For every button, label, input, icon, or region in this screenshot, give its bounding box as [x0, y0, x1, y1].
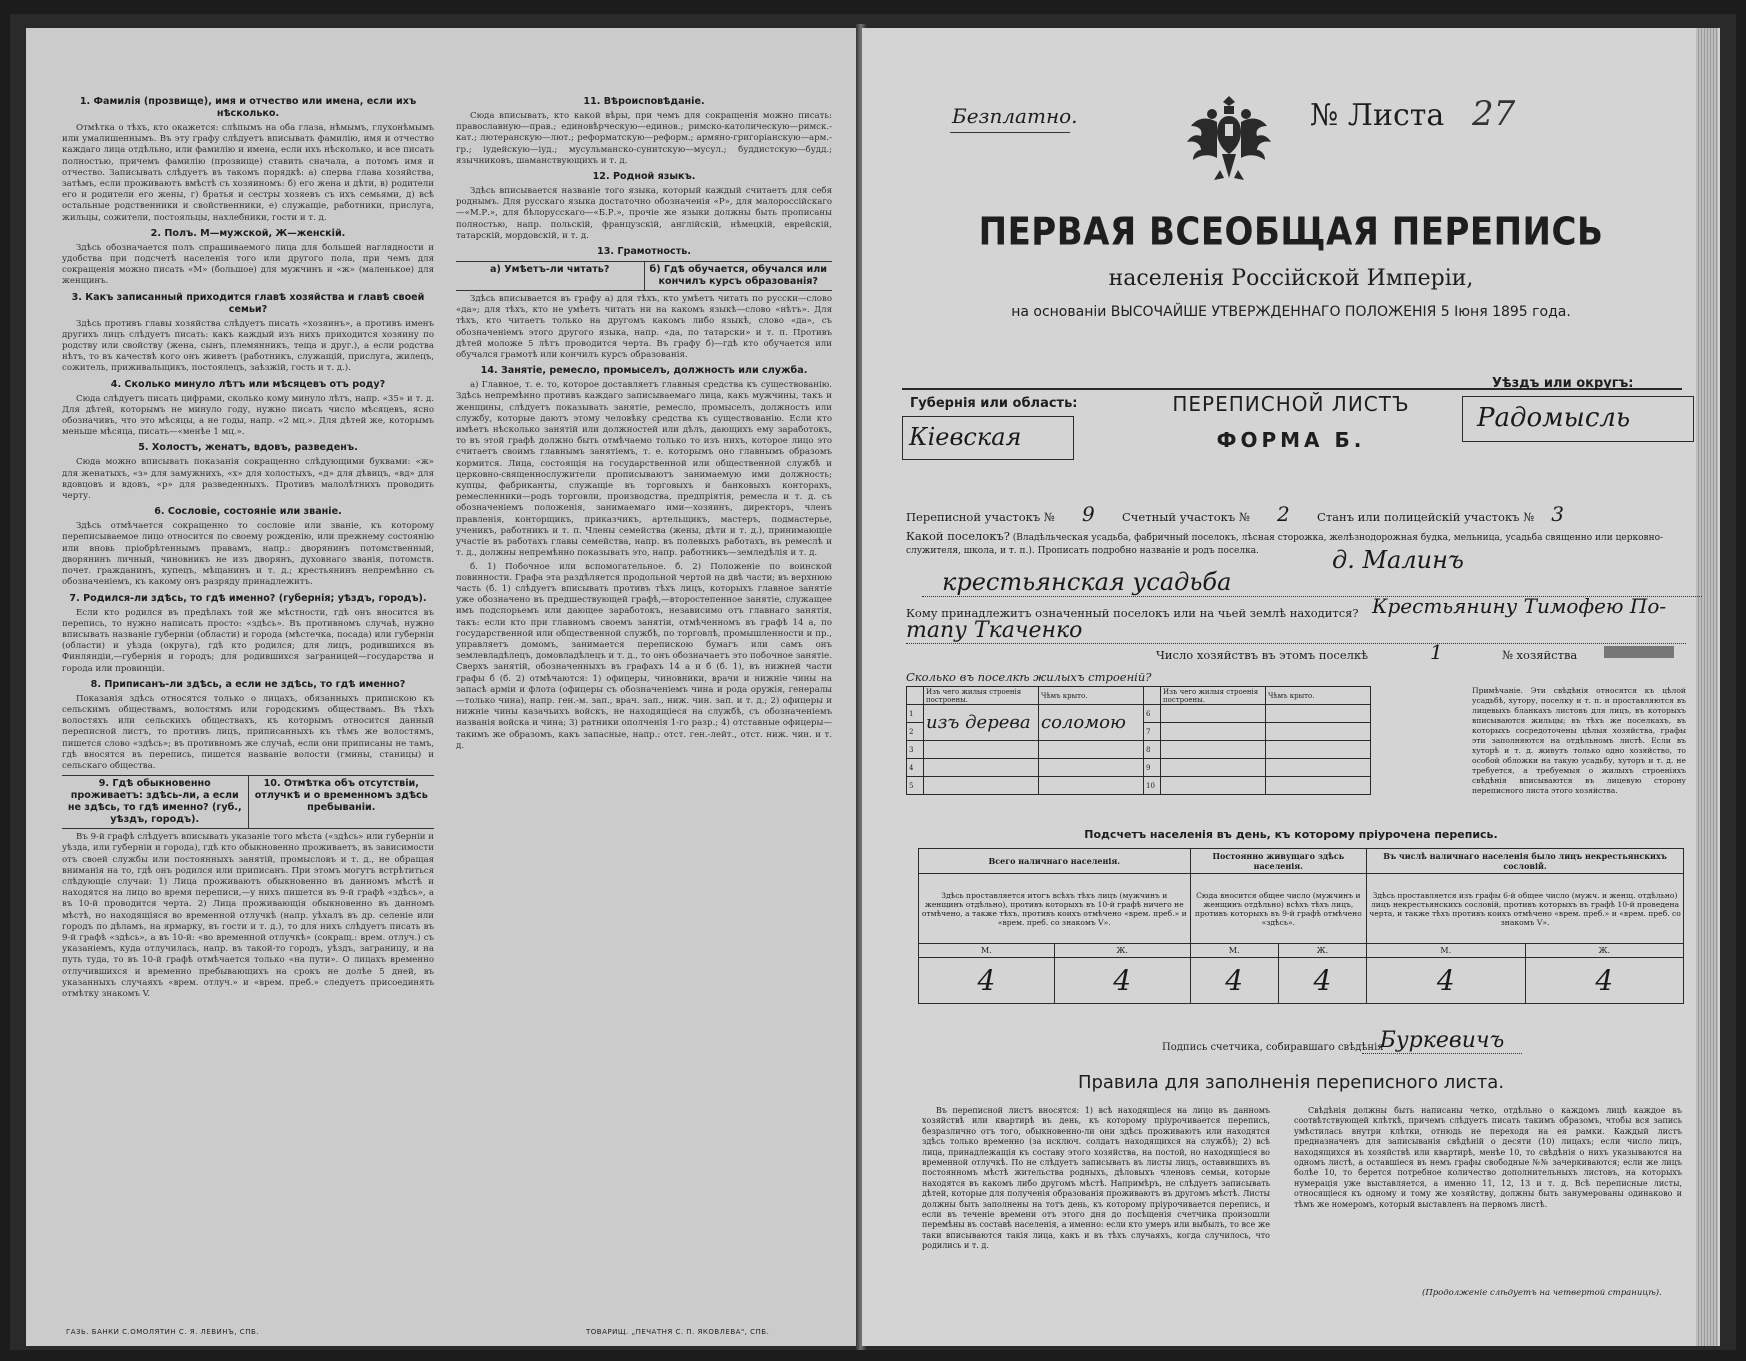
census-title: ПЕРВАЯ ВСЕОБЩАЯ ПЕРЕПИСЬ	[978, 209, 1604, 255]
stan-label: Станъ или полицейскій участокъ №	[1317, 510, 1535, 524]
district-label: Переписной участокъ №	[906, 510, 1055, 524]
uezd-box	[1462, 396, 1694, 442]
instruction-heading: 9. Гдѣ обыкновенно проживаетъ: здѣсь-ли, а если не здѣсь, то гдѣ именно? (губ., уѣздъ, городъ).	[67, 778, 242, 826]
bld-row-num: 5	[907, 777, 924, 795]
pop-desc-nonpeasant: Здѣсь проставляется изъ графы 6-й общее число (мужч. и женщ. отдѣльно) лицъ некрестьянскихъ сословій, противъ которыхъ въ графѣ 10-й проведена черта, и также тѣхъ противъ коихъ отмѣчено «врем. преб.» и «врем. преб. со знакомъ V».	[1367, 874, 1684, 944]
signature-value: Буркевичъ	[1362, 1028, 1522, 1054]
pop-col-permanent: Постоянно живущаго здѣсь населенія.	[1190, 849, 1367, 874]
settlement-value-2: крестьянская усадьба	[922, 568, 1702, 597]
instruction-heading: 11. Вѣроисповѣданіе.	[583, 96, 705, 107]
households-value: 1	[1430, 640, 1443, 664]
instruction-text: Здѣсь вписывается въ графу а) для тѣхъ, кто умѣетъ читать по русски—слово «да»; для тѣхъ, кто не умѣетъ читать ни на какомъ языкѣ—слово «нѣтъ». Для тѣхъ, кто читаетъ только на другомъ какомъ либо языкѣ, слово «да», съ обозначеніемъ этого другого языка, напр. «да, по татарски» и т. п. Противъ дѣтей моложе 5 лѣтъ проводится черта. Въ графу б)—гдѣ кто обучается или обучался грамотѣ или кончилъ курсъ образованія.	[456, 294, 832, 361]
instruction-text: Сюда можно вписывать показанія сокращенно слѣдующими буквами: «ж» для женатыхъ, «з» для замужнихъ, «х» для холостыхъ, «д» для дѣвицъ, «вд» для вдовцовъ и вдовъ, «р» для разведенныхъ. Противъ малолѣтнихъ проводить черту.	[62, 457, 434, 502]
district-value: 9	[1081, 502, 1095, 526]
buildings-table	[906, 686, 1371, 795]
instruction-text: Въ 9-й графѣ слѣдуетъ вписывать указаніе того мѣста («здѣсь» или губерніи и уѣзда, или губерніи и города), гдѣ кто обыкновенно проживаетъ, въ зависимости отъ своей службы или постоянныхъ занятій, промысловъ и т. д., не обращая вниманія на то, гдѣ онъ родился или приписанъ. При этомъ могутъ встрѣтиться слѣдующіе случаи: 1) Лица проживаютъ обыкновенно въ данномъ мѣстѣ и находятся на лицо во время переписи,—у нихъ пишется въ 9-й графѣ «здѣсь», а въ 10-й проводится черта. 2) Лица проживающія обыкновенно въ данномъ мѣстѣ, но находящіяся во временной отлучкѣ (напр. уѣхалъ въ др. селеніе или городъ по дѣламъ, на ярмарку, въ гости и т. д.), то для нихъ слѣдуетъ писать въ 9-й графѣ «здѣсь», а въ 10-й: «во временной отлучкѣ» (сокращ.: врем. отлуч.) съ указаніемъ, куда отлучилась, напр. въ такой-то городъ, уѣздъ, заграницу, и на путь туда, то въ 10-й графѣ отмѣчается только «на пути». О лицахъ временно отлучившихся и временно пребывающихъ на срокъ не долѣе 5 дней, въ указанныхъ случаяхъ «врем. отлуч.» и «врем. преб.» следуетъ присоединять отмѣтку знакомъ V.	[62, 832, 434, 999]
pop-m-label: М.	[1367, 944, 1525, 958]
form-title: ПЕРЕПИСНОЙ ЛИСТЪ	[1172, 392, 1410, 416]
owner-value: Крестьянину Тимофею По-	[1372, 594, 1667, 618]
owner-value-2: тапу Ткаченко	[906, 618, 1686, 644]
instruction-heading: б) Гдѣ обучается, обучался или кончилъ курсъ образованія?	[644, 262, 833, 290]
population-heading: Подсчетъ населенія въ день, къ которому пріурочена перепись.	[1084, 828, 1498, 841]
settlement-block	[906, 530, 1686, 558]
rules-continued: (Продолженіе слѣдуетъ на четвертой страницѣ).	[1422, 1288, 1662, 1298]
double-headed-eagle-icon	[1174, 88, 1284, 198]
split-heading	[456, 261, 832, 291]
buildings-table-wrap	[906, 686, 1371, 795]
instruction-heading: а) Умѣетъ-ли читать?	[490, 264, 610, 276]
printer-footer-left: ГАЗЬ. БАНКИ С.ОМОЛЯТИН С. Я. ЛЕВИНЪ, СПБ.	[66, 1328, 259, 1336]
instruction-text: б. 1) Побочное или вспомогательное. б. 2) Положеніе по воинской повинности. Графа эта раздѣляется продольной чертой на двѣ части; въ верхнюю часть (б. 1) слѣдуетъ вписывать противъ тѣхъ лицъ, которыхъ главное занятіе уже обозначено въ предшествующей графѣ,—второстепенное занятіе, служащее имъ подспорьемъ или дающее заработокъ, независимо отъ главнаго занятія, такъ: если кто при главномъ своемъ занятіи, отмѣченномъ въ графѣ 14 а, по государственной или общественной службѣ, по торговлѣ, промышленности и пр., управляетъ домомъ, занимается перепискою бумагъ или самъ онъ землевладѣлецъ, домовладѣлецъ и т. д., то онъ обозначаетъ это побочное занятіе. Сверхъ занятій, обозначенныхъ въ графахъ 14 а и б (б. 1), въ нижней части графы б (б. 2) отмѣчаются: 1) офицеры, чиновники, врачи и нижніе чины на запасѣ арміи и флота (офицеры съ обозначеніемъ чина и рода оружія, генералы—только чина), напр. ген.-м. зап., врач. зап., ниж. чин. зап. и т. д.; 2) офицеры и нижніе чины казачьихъ войскъ, не находящіеся на службѣ, съ обозначеніемъ названія войска и чина; 3) ратники ополченія 1-го разр.; 4) отставные офицеры—такимъ же образомъ, какъ запасные, напр.: отст. ген.-лейт., отст. ниж. чин. и т. д.	[456, 561, 832, 751]
instruction-heading: 5. Холостъ, женатъ, вдовъ, разведенъ.	[138, 442, 358, 454]
census-subtitle: населенія Россійской Имперіи,	[1108, 266, 1474, 291]
settlement-value: д. Малинъ	[1332, 546, 1464, 574]
buildings-note: Примѣчаніе. Эти свѣдѣнія относятся къ цѣлой усадьбѣ, хутору, поселку и т. п. и проставляются въ лицевыхъ бланкахъ листовъ для лицъ, въ которыхъ вписываются жильцы; въ тѣхъ же поселкахъ, въ которыхъ сосредоточены цѣлыя хозяйства, графы эти заполняются на отдѣльномъ листѣ. Если въ хуторѣ и т. д. живутъ только одно хозяйство, то особой обложки на такую усадьбу, хуторъ и т. д. не требуется, а требуемыя о жилыхъ строеніяхъ свѣдѣнія вписываются въ лицевую сторону переписного листа этого хозяйства.	[1472, 686, 1686, 795]
instruction-heading: 7. Родился-ли здѣсь, то гдѣ именно? (губернія; уѣздъ, городъ).	[69, 592, 427, 604]
uezd-value: Радомысль	[1477, 403, 1631, 433]
household-no-redacted	[1604, 646, 1674, 658]
counting-value: 2	[1276, 502, 1290, 526]
bld-row-num: 7	[1144, 723, 1161, 741]
guberniya-label: Губернія или область:	[910, 396, 1078, 411]
bld-col-material: Изъ чего жилыя строенія построены.	[924, 687, 1039, 705]
pop-col-total: Всего наличнаго населенія.	[919, 849, 1191, 874]
population-table-wrap	[918, 848, 1684, 1004]
instruction-heading: 13. Грамотность.	[597, 246, 691, 258]
bld-row-num: 6	[1144, 705, 1161, 723]
instruction-heading: 4. Сколько минуло лѣтъ или мѣсяцевъ отъ роду?	[110, 378, 386, 390]
pop-col-nonpeasant: Въ числѣ наличнаго населенія было лицъ некрестьянскихъ сословій.	[1367, 849, 1684, 874]
census-decree: на основаніи ВЫСОЧАЙШЕ УТВЕРЖДЕННАГО ПОЛОЖЕНІЯ 5 Іюня 1895 года.	[1011, 304, 1571, 320]
pop-value: 4	[919, 958, 1055, 1004]
bld-col-material-2: Изъ чего жилыя строенія построены.	[1161, 687, 1266, 705]
rules-left: Въ переписной листъ вносятся: 1) всѣ находящіеся на лицо въ данномъ хозяйствѣ или квартирѣ въ день, къ которому пріурочивается перепись, безразлично отъ того, обыкновенно-ли они здѣсь проживаютъ или находятся здѣсь только временно (за исключ. солдатъ находящихся на службѣ); 2) всѣ лица, принадлежащія къ составу этого хозяйства, на постой, но находящіеся во временной отлучкѣ. По не слѣдуетъ записывать въ листы лицъ, оставившихъ въ постоянномъ мѣстѣ жительства родныхъ, дѣловыхъ членовъ семьи, которые находятся въ какомъ либо другомъ мѣстѣ. Напримѣръ, не слѣдуетъ записывать дѣтей, которые для полученія образованія проживаютъ въ другомъ мѣстѣ. Листы должны быть заполнены на тотъ день, къ которому пріурочивается перепись, и если въ теченіе времени отъ этого дня до посѣщенія счетчика произошли перемѣны въ составѣ населенія, а именно: если кто умеръ или выбылъ, то все же таки вписываются такія лица, какъ и въ тѣхъ случаяхъ, когда случилось, что родились и т. д.	[922, 1106, 1270, 1251]
bld-material-value: изъ дерева	[924, 705, 1039, 741]
sheet-number-label: № Листа	[1310, 98, 1445, 133]
instruction-heading: 8. Приписанъ-ли здѣсь, а если не здѣсь, то гдѣ именно?	[90, 678, 406, 690]
instruction-heading: 3. Какъ записанный приходится главѣ хозяйства и главѣ своей семьи?	[71, 291, 425, 315]
bld-row-num: 2	[907, 723, 924, 741]
pop-zh-label: Ж.	[1278, 944, 1366, 958]
bld-roof-value: соломою	[1039, 705, 1144, 741]
guberniya-value: Кіевская	[909, 423, 1022, 451]
instruction-heading: 10. Отмѣтка объ отсутствіи, отлучкѣ и о временномъ здѣсь пребываніи.	[248, 776, 435, 828]
free-underline	[950, 132, 1070, 133]
pop-desc-total: Здѣсь проставляется итогъ всѣхъ тѣхъ лицъ (мужчинъ и женщинъ отдѣльно), противъ которыхъ въ 10-й графѣ ничего не отмѣчено, а также тѣхъ, противъ коихъ отмѣчено «врем. преб.» и «врем. преб. со знакомъ V».	[919, 874, 1191, 944]
right-page	[862, 28, 1720, 1346]
pop-value: 4	[1525, 958, 1683, 1004]
signature-label: Подпись счетчика, собиравшаго свѣдѣнія	[1162, 1042, 1384, 1053]
counting-label: Счетный участокъ №	[1122, 510, 1250, 524]
instruction-text: Здѣсь обозначается полъ спрашиваемого лица для большей наглядности и удобства при подсчетѣ населенія того или другого пола, при чемъ для сокращенія можно писать «М» (большое) для мужчинъ и «ж» (маленькое) для женщинъ.	[62, 242, 434, 287]
household-no-label: № хозяйства	[1502, 648, 1578, 662]
district-line	[906, 502, 1686, 526]
pop-m-label: М.	[1190, 944, 1278, 958]
pop-value: 4	[1278, 958, 1366, 1004]
stan-value: 3	[1551, 502, 1565, 526]
split-heading	[62, 775, 434, 829]
buildings-label: Сколько въ поселкѣ жилыхъ строеній?	[906, 670, 1152, 684]
instruction-heading: 2. Полъ. М—мужской, Ж—женскій.	[150, 227, 346, 239]
instruction-text: Здѣсь противъ главы хозяйства слѣдуетъ писать «хозяинъ», а противъ именъ другихъ лицъ слѣдуетъ писать: какъ каждый изъ нихъ приходится хозяину по родству или свойству (жена, сынъ, племянникъ, теща и друг.), а если родства нѣтъ, то въ качествѣ кого онъ живетъ (работникъ, служащій, прислуга, жилецъ, сожитель, приживальщикъ, постоялецъ, заѣзжій, гость и т. д.).	[62, 318, 434, 374]
households-label: Число хозяйствъ въ этомъ поселкѣ	[1156, 648, 1369, 662]
bld-row-num: 8	[1144, 741, 1161, 759]
settlement-label: Какой поселокъ?	[906, 529, 1010, 543]
owner-label: Кому принадлежитъ означенный поселокъ или на чьей землѣ находится?	[906, 606, 1359, 620]
pop-value: 4	[1367, 958, 1525, 1004]
printer-footer-right: ТОВАРИЩ. „ПЕЧАТНЯ С. П. ЯКОВЛЕВА", СПБ.	[586, 1328, 770, 1336]
instruction-text: а) Главное, т. е. то, которое доставляетъ главныя средства къ существованію. Здѣсь непремѣнно противъ каждаго записываемаго лица, какъ мужчины, такъ и женщины, слѣдуетъ показывать занятіе, ремесло, промыселъ, должность или службу, которые даютъ этому человѣку средства къ существованію. Если кто имѣетъ нѣсколько занятій или должностей или дѣлъ, дающихъ ему заработокъ, то въ этой графѣ должно быть отмѣчаемо только то изъ нихъ, которое лицо это считаетъ своимъ главнымъ занятіемъ, т. е. которымъ оно главнымъ образомъ кормится. Лица, состоящія на государственной или общественной службѣ и церковно-священнослужители прописываютъ занимаемую ими должность; купцы, фабриканты, служащіе въ торговыхъ и банковыхъ конторахъ, ремесленники—родъ торговли, производства, предпріятія, ремесла и т. д. съ обозначеніемъ положенія, занимаемаго ими—хозяинъ, директоръ, членъ правленія, конторщикъ, приказчикъ, артельщикъ, мастеръ, подмастерье, ученикъ, работникъ и т. п. Члены семейства (жены, дѣти и т. д.), принимающіе участіе въ работахъ главы семейства, напр. въ полевыхъ работахъ, въ ремеслѣ и т. д., должны непремѣнно показывать это, напр. работникъ—земледѣлія и т. д.	[456, 380, 832, 559]
book-spread	[10, 14, 1736, 1350]
instruction-text: Если кто родился въ предѣлахъ той же мѣстности, гдѣ онъ вносится въ перепись, то нужно написать просто: «здѣсь». Въ противномъ случаѣ, нужно вписывать названіе губерніи (области) и города (мѣстечка, посада) или губерніи (области) и уѣзда (округа), гдѣ кто родился; для лицъ, родившихся въ Финляндіи,—губернія и городъ; для родившихся заграницей—государства и города или провинціи.	[62, 607, 434, 674]
sheet-number-value: 27	[1472, 94, 1516, 134]
pop-zh-label: Ж.	[1054, 944, 1190, 958]
pop-value: 4	[1190, 958, 1278, 1004]
free-label: Безплатно.	[952, 104, 1078, 128]
instruction-text: Здѣсь вписывается названіе того языка, который каждый считаетъ для себя роднымъ. Для русскаго языка достаточно обозначенія «Р», для малороссійскаго—«М.Р.», для бѣлорусскаго—«Б.Р.», прочіе же языки должны быть прописаны полностью, напр. польскій, французскій, англійскій, нѣмецкій, еврейскій, татарскій, мордовскій, и т. д.	[456, 186, 832, 241]
instruction-heading: 12. Родной языкъ.	[592, 171, 696, 183]
instruction-heading: 6. Сословіе, состояніе или званіе.	[154, 506, 342, 518]
bld-row-num: 10	[1144, 777, 1161, 795]
bld-row-num: 1	[907, 705, 924, 723]
bld-col-roof-2: Чѣмъ крыто.	[1266, 687, 1371, 705]
form-name: ФОРМА Б.	[1216, 428, 1366, 452]
instruction-text: Здѣсь отмѣчается сокращенно то сословіе или званіе, къ которому переписываемое лицо относится по своему рожденію, или прежнему состоянію или вновь пріобрѣтеннымъ правамъ, напр.: дворянинъ потомственный, дворянинъ личный, чиновникъ не изъ дворянъ, духовнаго званія, потомств. почет. гражданинъ, купецъ, мѣщанинъ и т. д.; крестьянинъ непремѣнно съ обозначеніемъ, къ какому онъ разряду принадлежитъ.	[62, 521, 434, 588]
instruction-text: Сюда слѣдуетъ писать цифрами, сколько кому минуло лѣтъ, напр. «35» и т. д. Для дѣтей, которымъ не минуло году, нужно писать число мѣсяцевъ, ясно обозначивъ, что это мѣсяцы, а не годы, напр. «2 мц.». Для дѣтей же, которымъ меньше мѣсяца, писать—«менѣе 1 мц.».	[62, 393, 434, 438]
instruction-heading: 1. Фамилія (прозвище), имя и отчество или имена, если ихъ нѣсколько.	[79, 96, 417, 119]
instruction-text: Сюда вписывать, кто какой вѣры, при чемъ для сокращенія можно писать: православную—прав.; единовѣрческую—единов.; римско-католическую—римск.-кат.; лютеранскую—лют.; реформатскую—реформ.; армяно-григоріанскую—арм.-гр.; іудейскую—іуд.; мусульманско-сунитскую—мусул.; буддистскую—будд.; язычниковъ, шаманствующихъ и т. д.	[456, 111, 832, 166]
pop-value: 4	[1054, 958, 1190, 1004]
bld-col-roof: Чѣмъ крыто.	[1039, 687, 1144, 705]
pop-desc-permanent: Сюда вносится общее число (мужчинъ и женщинъ отдѣльно) всѣхъ тѣхъ лицъ, противъ которыхъ въ 9-й графѣ отмѣчено «здѣсь».	[1190, 874, 1367, 944]
bld-row-num: 4	[907, 759, 924, 777]
instruction-text: Показанія здѣсь относятся только о лицахъ, обязанныхъ припискою къ сельскимъ обществамъ, волостямъ или городскимъ обществамъ. Въ тѣхъ волостяхъ или сельскихъ обществахъ, къ которымъ относится данный переписной листъ, то противъ лицъ, приписанныхъ къ тѣмъ же волостямъ, пишется слово «здѣсь»; въ противномъ же случаѣ, если они приписаны не тамъ, гдѣ вносятся въ перепись, пишется названіе волости (гмины, станицы) и сельскаго общества.	[62, 693, 434, 771]
left-column-1	[62, 92, 434, 1002]
pop-zh-label: Ж.	[1525, 944, 1683, 958]
left-column-2	[456, 92, 832, 754]
rules-right: Свѣдѣнія должны быть написаны четко, отдѣльно о каждомъ лицѣ каждое въ соотвѣтствующей клѣткѣ, причемъ слѣдуетъ писать такимъ образомъ, чтобы вся запись умѣстилась внутри клѣтки, отнюдь не переходя на ея рамки. Каждый листъ предназначенъ для записыванія свѣдѣній о десяти (10) лицахъ; если число лицъ, находящихся въ хозяйствѣ или квартирѣ, менѣе 10, то свѣдѣнія о нихъ указываются на одномъ листѣ, а оставшіеся въ немъ графы свободные №№ зачеркиваются; если же лицъ болѣе 10, то берется потребное количество дополнительныхъ листовъ, на которыхъ нумерація уже выставляется, а именно 11, 12, 13 и т. д. Всѣ переписные листы, относящіеся къ одному и тому же хозяйству, должны быть занумерованы одинаково и тѣмъ же номеромъ, который выставленъ на первомъ листѣ.	[1294, 1106, 1682, 1209]
pop-m-label: М.	[919, 944, 1055, 958]
instruction-text: Отмѣтка о тѣхъ, кто окажется: слѣпымъ на оба глаза, нѣмымъ, глухонѣмымъ или умалишеннымъ. Въ эту графу слѣдуетъ вписывать фамилію, имя и отчество каждаго лица отдѣльно, или фамилію и имена, если ихъ нѣсколько, и все писать полностью, причемъ фамилію (прозвище) ставить сначала, а потомъ имя и отчество. Записывать слѣдуетъ въ такомъ порядкѣ: а) сперва глава хозяйства, затѣмъ, если проживаютъ вмѣстѣ съ хозяиномъ: б) его жена и дѣти, в) родители его и родители его жены, г) братья и сестры хозяевъ съ ихъ семьями, д) всѣ остальные родственники и свойственники, е) служащіе, работники, прислуга, жильцы, сожители, постояльцы, нахлебники, гости и т. д.	[62, 123, 434, 223]
settlement-hint: (Владѣльческая усадьба, фабричный поселокъ, лѣсная сторожка, желѣзнодорожная будка, мельница, усадьба священно или церковно-служителя, школа, и т. п.). Прописать подробно названіе и родъ поселка.	[906, 533, 1664, 556]
population-table	[918, 848, 1684, 1004]
bld-row-num: 9	[1144, 759, 1161, 777]
left-page	[26, 28, 858, 1346]
uezd-label: Уѣздъ или округъ:	[1492, 376, 1634, 391]
rules-title: Правила для заполненія переписного листа.	[1077, 1072, 1505, 1093]
bld-row-num: 3	[907, 741, 924, 759]
instruction-heading: 14. Занятіе, ремесло, промыселъ, должность или служба.	[480, 365, 808, 377]
